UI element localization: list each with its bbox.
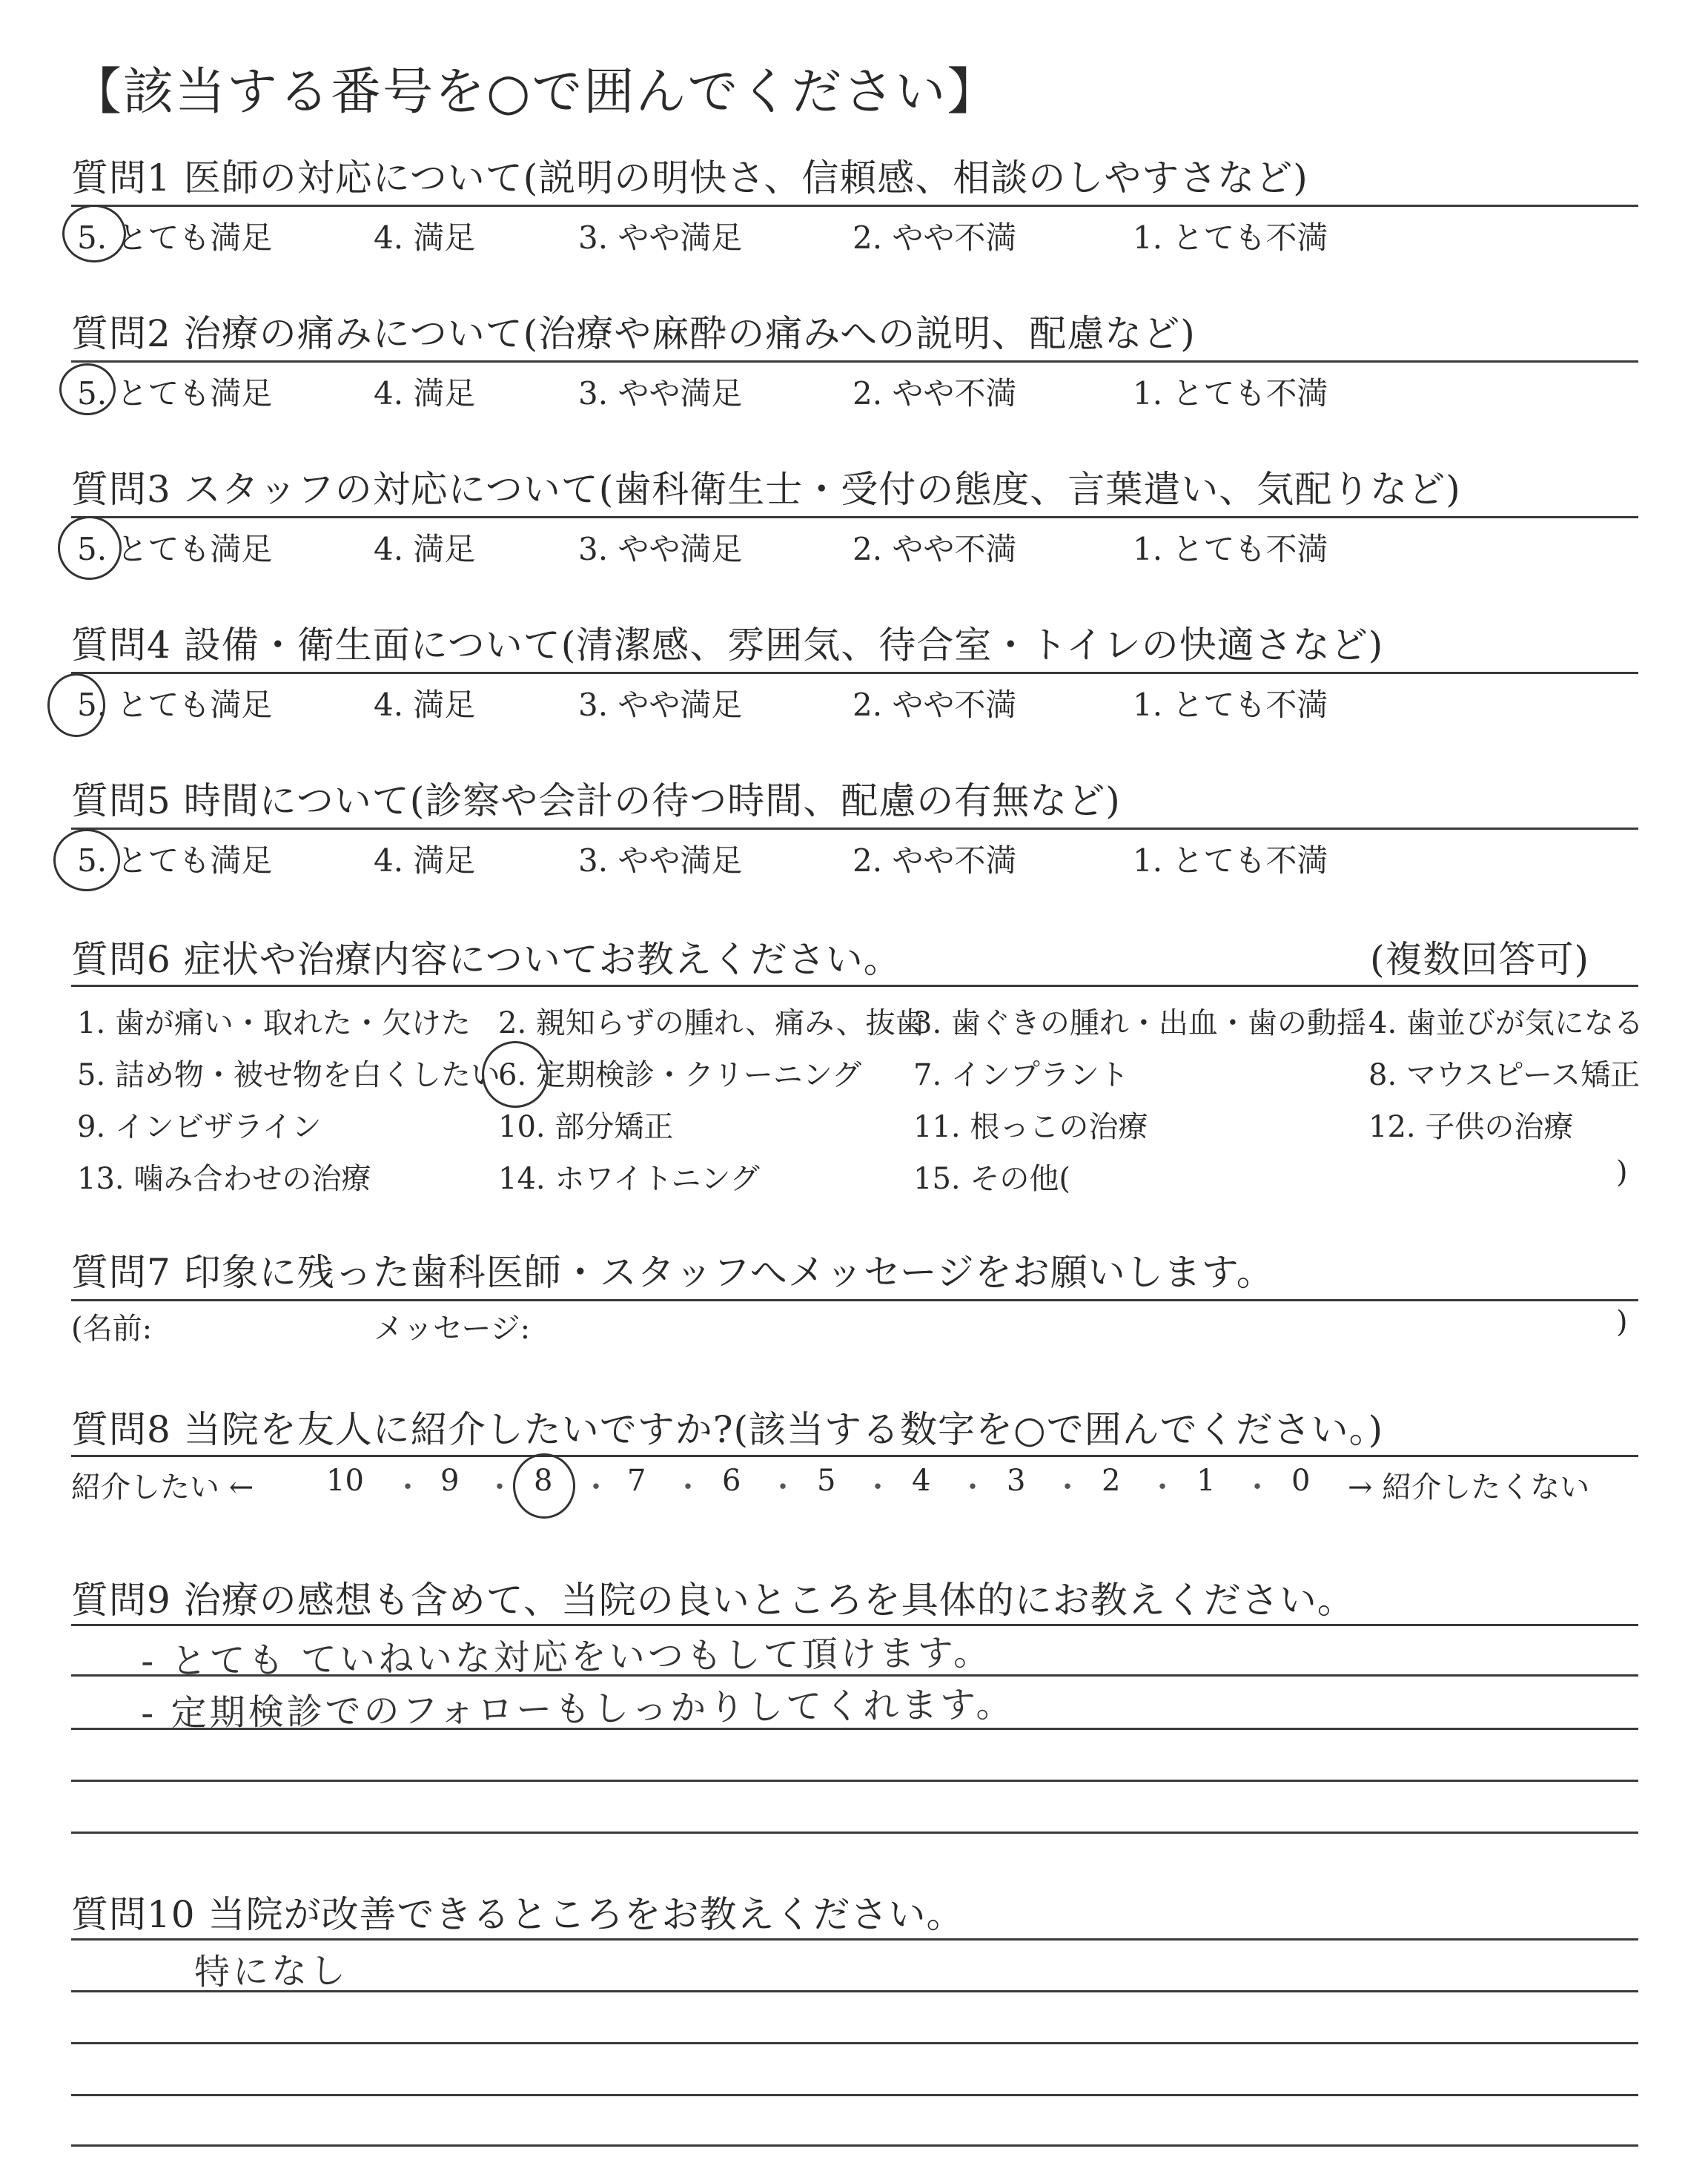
question-1-label: 質問1 医師の対応について(説明の明快さ、信頼感、相談のしやすさなど)	[71, 156, 1308, 199]
q6-option-8[interactable]: 8. マウスピース矯正	[1368, 1058, 1641, 1092]
q8-number-8[interactable]: 8	[534, 1464, 553, 1498]
page-title: 【該当する番号を○で囲んでください】	[71, 63, 999, 122]
q6-option-15[interactable]: 15. その他(	[913, 1162, 1070, 1196]
q8-number-2[interactable]: 2	[1102, 1464, 1121, 1498]
rule	[71, 1299, 1638, 1301]
q6-option-7[interactable]: 7. インプラント	[913, 1058, 1129, 1092]
q6-selection-circle	[482, 1041, 549, 1108]
q10-answer-1: 特になし	[193, 1949, 349, 1994]
q4-option-4[interactable]: 4. 満足	[374, 687, 476, 723]
question-4-label: 質問4 設備・衛生面について(清潔感、雰囲気、待合室・トイレの快適さなど)	[71, 624, 1384, 667]
q1-selection-circle	[62, 205, 126, 262]
question-6-note: (複数回答可)	[1370, 938, 1590, 981]
question-6-label: 質問6 症状や治療内容についてお教えください。	[71, 938, 901, 981]
q6-option-11[interactable]: 11. 根っこの治療	[913, 1110, 1148, 1144]
rule	[71, 1938, 1638, 1941]
separator-dot: ・	[485, 1470, 514, 1505]
q3-option-3[interactable]: 3. やや満足	[578, 531, 743, 567]
q6-option-14[interactable]: 14. ホワイトニング	[498, 1162, 760, 1196]
q2-option-5[interactable]: 5. とても満足	[77, 375, 273, 412]
q5-option-5[interactable]: 5. とても満足	[77, 842, 273, 879]
q6-option-3[interactable]: 3. 歯ぐきの腫れ・出血・歯の動揺	[913, 1006, 1366, 1040]
q8-left-label: 紹介したい ←	[71, 1470, 254, 1505]
q3-option-5[interactable]: 5. とても満足	[77, 531, 273, 567]
q8-number-1[interactable]: 1	[1196, 1464, 1216, 1498]
q3-option-2[interactable]: 2. やや不満	[853, 531, 1017, 567]
q4-option-1[interactable]: 1. とても不満	[1133, 687, 1328, 723]
separator-dot: ・	[863, 1470, 893, 1505]
q9-answer-1: - とても ていねいな対応をいつもして頂けます。	[140, 1631, 993, 1683]
q3-selection-circle	[58, 516, 122, 580]
q6-option-9[interactable]: 9. インビザライン	[77, 1110, 322, 1144]
q6-option-5[interactable]: 5. 詰め物・被せ物を白くしたい	[77, 1058, 500, 1092]
q5-selection-circle	[53, 829, 120, 891]
q8-number-9[interactable]: 9	[440, 1464, 460, 1498]
q7-close: )	[1616, 1305, 1628, 1339]
rule	[71, 205, 1638, 207]
question-8-label: 質問8 当院を友人に紹介したいですか?(該当する数字を○で囲んでください。)	[71, 1408, 1384, 1451]
q6-option-1[interactable]: 1. 歯が痛い・取れた・欠けた	[77, 1006, 471, 1040]
q8-number-4[interactable]: 4	[912, 1464, 931, 1498]
q3-option-1[interactable]: 1. とても不満	[1133, 531, 1328, 567]
rule	[71, 672, 1638, 674]
question-7-label: 質問7 印象に残った歯科医師・スタッフへメッセージをお願いします。	[71, 1251, 1274, 1294]
q2-selection-circle	[59, 363, 116, 415]
q4-option-3[interactable]: 3. やや満足	[578, 687, 743, 723]
q1-option-2[interactable]: 2. やや不満	[853, 219, 1017, 256]
q6-option-4[interactable]: 4. 歯並びが気になる	[1368, 1006, 1644, 1040]
question-3-label: 質問3 スタッフの対応について(歯科衛生士・受付の態度、言葉遣い、気配りなど)	[71, 468, 1461, 511]
q6-option-13[interactable]: 13. 噛み合わせの治療	[77, 1162, 371, 1196]
rule	[71, 828, 1638, 830]
q8-selection-circle	[513, 1453, 575, 1519]
q5-option-4[interactable]: 4. 満足	[374, 842, 476, 879]
separator-dot: ・	[768, 1470, 798, 1505]
q8-number-0[interactable]: 0	[1291, 1464, 1311, 1498]
question-10-label: 質問10 当院が改善できるところをお教えください。	[71, 1893, 964, 1936]
rule	[71, 360, 1638, 363]
q5-option-1[interactable]: 1. とても不満	[1133, 842, 1328, 879]
q8-number-6[interactable]: 6	[722, 1464, 741, 1498]
separator-dot: ・	[581, 1470, 611, 1505]
rule	[71, 2042, 1638, 2044]
q6-other-close: )	[1616, 1155, 1628, 1189]
q2-option-3[interactable]: 3. やや満足	[578, 375, 743, 412]
q1-option-3[interactable]: 3. やや満足	[578, 219, 743, 256]
q8-number-3[interactable]: 3	[1007, 1464, 1026, 1498]
separator-dot: ・	[1053, 1470, 1082, 1505]
rule	[71, 2094, 1638, 2096]
q4-option-5[interactable]: 5. とても満足	[77, 687, 273, 723]
q3-option-4[interactable]: 4. 満足	[374, 531, 476, 567]
question-9-label: 質問9 治療の感想も含めて、当院の良いところを具体的にお教えください。	[71, 1579, 1355, 1622]
rule	[71, 985, 1638, 987]
q5-option-2[interactable]: 2. やや不満	[853, 842, 1017, 879]
q5-option-3[interactable]: 3. やや満足	[578, 842, 743, 879]
q7-message-label: メッセージ:	[374, 1312, 531, 1346]
rule	[71, 1780, 1638, 1782]
q6-option-6[interactable]: 6. 定期検診・クリーニング	[498, 1058, 862, 1092]
q1-option-4[interactable]: 4. 満足	[374, 219, 476, 256]
q8-number-5[interactable]: 5	[817, 1464, 836, 1498]
q8-number-10[interactable]: 10	[326, 1464, 364, 1498]
q4-selection-circle	[47, 673, 105, 737]
q6-option-12[interactable]: 12. 子供の治療	[1368, 1110, 1574, 1144]
separator-dot: ・	[1148, 1470, 1177, 1505]
q1-option-1[interactable]: 1. とても不満	[1133, 219, 1328, 256]
q4-option-2[interactable]: 2. やや不満	[853, 687, 1017, 723]
rule	[71, 516, 1638, 518]
separator-dot: ・	[673, 1470, 703, 1505]
separator-dot: ・	[1242, 1470, 1272, 1505]
question-2-label: 質問2 治療の痛みについて(治療や麻酔の痛みへの説明、配慮など)	[71, 312, 1196, 355]
rule	[71, 2144, 1638, 2147]
separator-dot: ・	[958, 1470, 987, 1505]
q2-option-2[interactable]: 2. やや不満	[853, 375, 1017, 412]
q2-option-4[interactable]: 4. 満足	[374, 375, 476, 412]
rule	[71, 1455, 1638, 1457]
q8-right-label: → 紹介したくない	[1348, 1470, 1590, 1505]
q2-option-1[interactable]: 1. とても不満	[1133, 375, 1328, 412]
q6-option-2[interactable]: 2. 親知らずの腫れ、痛み、抜歯	[498, 1006, 925, 1040]
question-5-label: 質問5 時間について(診察や会計の待つ時間、配慮の有無など)	[71, 779, 1121, 822]
q6-option-10[interactable]: 10. 部分矯正	[498, 1110, 674, 1144]
separator-dot: ・	[393, 1470, 423, 1505]
q7-name-label: (名前:	[71, 1312, 153, 1346]
q9-answer-2: - 定期検診でのフォローもしっかりしてくれます。	[140, 1683, 1015, 1735]
q1-option-5[interactable]: 5. とても満足	[77, 219, 273, 256]
rule	[71, 1832, 1638, 1834]
q8-number-7[interactable]: 7	[627, 1464, 646, 1498]
